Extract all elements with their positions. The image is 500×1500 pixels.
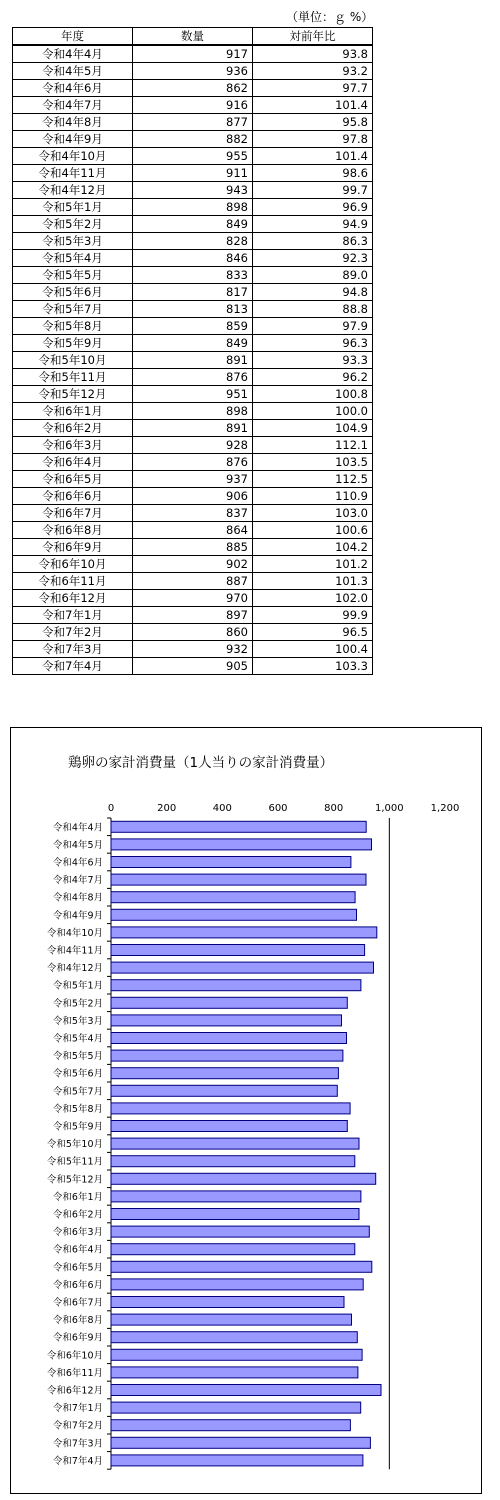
row-period: 令和6年10月 (13, 556, 133, 573)
row-quantity: 891 (133, 420, 253, 437)
row-period: 令和4年6月 (13, 80, 133, 97)
bar (111, 1068, 338, 1079)
category-label: 令和6年9月 (52, 1332, 103, 1344)
row-quantity: 897 (133, 607, 253, 624)
row-period: 令和6年3月 (13, 437, 133, 454)
row-period: 令和5年3月 (13, 233, 133, 250)
row-yoy: 101.3 (253, 573, 373, 590)
bar (111, 1437, 370, 1448)
row-quantity: 932 (133, 641, 253, 658)
row-yoy: 112.1 (253, 437, 373, 454)
row-quantity: 898 (133, 199, 253, 216)
bar (111, 1033, 347, 1044)
row-period: 令和4年12月 (13, 182, 133, 199)
bar (111, 1385, 381, 1396)
row-yoy: 100.0 (253, 403, 373, 420)
category-label: 令和6年12月 (46, 1385, 103, 1397)
row-yoy: 96.3 (253, 335, 373, 352)
row-yoy: 103.5 (253, 454, 373, 471)
row-yoy: 100.8 (253, 386, 373, 403)
row-quantity: 928 (133, 437, 253, 454)
row-period: 令和7年3月 (13, 641, 133, 658)
row-quantity: 917 (133, 45, 253, 63)
bar (111, 1103, 350, 1114)
bar (111, 839, 372, 850)
row-quantity: 902 (133, 556, 253, 573)
bar (111, 1420, 350, 1431)
row-yoy: 100.6 (253, 522, 373, 539)
bar (111, 1402, 361, 1413)
row-yoy: 99.9 (253, 607, 373, 624)
x-tick-label: 600 (268, 803, 288, 814)
row-period: 令和6年2月 (13, 420, 133, 437)
row-quantity: 859 (133, 318, 253, 335)
row-period: 令和7年1月 (13, 607, 133, 624)
row-quantity: 943 (133, 182, 253, 199)
bar (111, 1455, 363, 1466)
bar (111, 821, 366, 832)
bar (111, 1191, 361, 1202)
category-label: 令和4年12月 (46, 963, 103, 975)
row-period: 令和5年10月 (13, 352, 133, 369)
bar (111, 874, 366, 885)
row-period: 令和4年8月 (13, 114, 133, 131)
bar (111, 1367, 358, 1378)
row-quantity: 887 (133, 573, 253, 590)
category-label: 令和5年7月 (52, 1086, 103, 1098)
row-quantity: 846 (133, 250, 253, 267)
row-yoy: 89.0 (253, 267, 373, 284)
bar (111, 1349, 362, 1360)
row-quantity: 817 (133, 284, 253, 301)
row-period: 令和5年8月 (13, 318, 133, 335)
row-quantity: 813 (133, 301, 253, 318)
row-quantity: 862 (133, 80, 253, 97)
row-quantity: 882 (133, 131, 253, 148)
row-quantity: 876 (133, 454, 253, 471)
category-label: 令和4年9月 (52, 910, 103, 922)
category-label: 令和7年1月 (52, 1403, 103, 1415)
header-quantity: 数量 (133, 28, 253, 46)
row-yoy: 101.4 (253, 148, 373, 165)
row-quantity: 837 (133, 505, 253, 522)
row-quantity: 828 (133, 233, 253, 250)
bar (111, 1138, 359, 1149)
row-period: 令和4年10月 (13, 148, 133, 165)
category-label: 令和5年3月 (52, 1015, 103, 1027)
row-quantity: 876 (133, 369, 253, 386)
bar (111, 909, 357, 920)
chart-title: 鶏卵の家計消費量（1人当りの家計消費量） (68, 755, 334, 771)
category-label: 令和6年10月 (46, 1350, 103, 1362)
row-quantity: 916 (133, 97, 253, 114)
row-period: 令和6年4月 (13, 454, 133, 471)
bar (111, 1156, 355, 1167)
row-quantity: 877 (133, 114, 253, 131)
category-label: 令和6年4月 (52, 1244, 103, 1256)
row-period: 令和6年8月 (13, 522, 133, 539)
row-yoy: 93.8 (253, 45, 373, 63)
row-yoy: 96.9 (253, 199, 373, 216)
category-label: 令和5年8月 (52, 1103, 103, 1115)
row-yoy: 102.0 (253, 590, 373, 607)
row-quantity: 898 (133, 403, 253, 420)
x-tick-label: 0 (107, 803, 115, 814)
bar (111, 1085, 337, 1096)
row-yoy: 88.8 (253, 301, 373, 318)
row-quantity: 951 (133, 386, 253, 403)
category-label: 令和7年3月 (52, 1438, 103, 1450)
bar (111, 1226, 369, 1237)
row-period: 令和5年5月 (13, 267, 133, 284)
category-label: 令和4年7月 (52, 875, 103, 887)
bar (111, 857, 351, 868)
category-label: 令和6年5月 (52, 1262, 103, 1274)
row-period: 令和5年4月 (13, 250, 133, 267)
bar (111, 1173, 376, 1184)
row-quantity: 911 (133, 165, 253, 182)
x-tick-label: 400 (212, 803, 232, 814)
row-period: 令和6年1月 (13, 403, 133, 420)
row-yoy: 94.8 (253, 284, 373, 301)
row-yoy: 93.2 (253, 63, 373, 80)
bar (111, 1121, 347, 1132)
category-label: 令和6年8月 (52, 1315, 103, 1327)
row-period: 令和6年11月 (13, 573, 133, 590)
row-period: 令和5年6月 (13, 284, 133, 301)
row-period: 令和4年4月 (13, 45, 133, 63)
row-yoy: 95.8 (253, 114, 373, 131)
row-period: 令和6年7月 (13, 505, 133, 522)
bar (111, 1015, 342, 1026)
row-quantity: 936 (133, 63, 253, 80)
row-period: 令和5年9月 (13, 335, 133, 352)
header-yoy: 対前年比 (253, 28, 373, 46)
bar (111, 1244, 355, 1255)
x-tick-label: 800 (324, 803, 344, 814)
row-quantity: 970 (133, 590, 253, 607)
bar (111, 1261, 372, 1272)
row-quantity: 906 (133, 488, 253, 505)
category-label: 令和6年11月 (46, 1367, 103, 1379)
row-quantity: 891 (133, 352, 253, 369)
category-label: 令和7年4月 (52, 1455, 103, 1467)
bar (111, 1279, 363, 1290)
row-yoy: 86.3 (253, 233, 373, 250)
category-label: 令和4年11月 (46, 945, 103, 957)
x-tick-label: 1,000 (375, 803, 404, 814)
bar (111, 980, 361, 991)
row-quantity: 885 (133, 539, 253, 556)
category-label: 令和6年7月 (52, 1297, 103, 1309)
category-label: 令和5年4月 (52, 1033, 103, 1045)
row-quantity: 864 (133, 522, 253, 539)
row-period: 令和6年5月 (13, 471, 133, 488)
bar (111, 997, 347, 1008)
category-label: 令和4年10月 (46, 927, 103, 939)
row-period: 令和4年5月 (13, 63, 133, 80)
category-label: 令和5年2月 (52, 998, 103, 1010)
category-label: 令和6年1月 (52, 1191, 103, 1203)
row-period: 令和6年12月 (13, 590, 133, 607)
row-yoy: 97.9 (253, 318, 373, 335)
row-quantity: 849 (133, 216, 253, 233)
row-quantity: 955 (133, 148, 253, 165)
bar (111, 1297, 344, 1308)
row-yoy: 92.3 (253, 250, 373, 267)
unit-label: （単位：ｇ %） (286, 10, 374, 24)
row-yoy: 99.7 (253, 182, 373, 199)
row-yoy: 101.4 (253, 97, 373, 114)
category-label: 令和5年11月 (46, 1156, 103, 1168)
row-period: 令和6年9月 (13, 539, 133, 556)
bar (111, 1314, 352, 1325)
category-label: 令和4年5月 (52, 839, 103, 851)
category-label: 令和5年1月 (52, 980, 103, 992)
bar (111, 1050, 343, 1061)
category-label: 令和5年9月 (52, 1121, 103, 1133)
row-yoy: 100.4 (253, 641, 373, 658)
row-yoy: 97.7 (253, 80, 373, 97)
bar (111, 1332, 357, 1343)
row-period: 令和4年9月 (13, 131, 133, 148)
category-label: 令和5年10月 (46, 1139, 103, 1151)
row-yoy: 101.2 (253, 556, 373, 573)
category-label: 令和6年3月 (52, 1227, 103, 1239)
row-period: 令和5年11月 (13, 369, 133, 386)
row-period: 令和4年11月 (13, 165, 133, 182)
row-yoy: 103.0 (253, 505, 373, 522)
header-period: 年度 (13, 28, 133, 46)
row-yoy: 96.2 (253, 369, 373, 386)
row-yoy: 110.9 (253, 488, 373, 505)
row-yoy: 96.5 (253, 624, 373, 641)
row-yoy: 112.5 (253, 471, 373, 488)
row-period: 令和5年1月 (13, 199, 133, 216)
bar (111, 945, 365, 956)
row-period: 令和5年7月 (13, 301, 133, 318)
row-yoy: 98.6 (253, 165, 373, 182)
row-quantity: 849 (133, 335, 253, 352)
category-label: 令和5年5月 (52, 1051, 103, 1063)
category-label: 令和6年6月 (52, 1279, 103, 1291)
row-quantity: 905 (133, 658, 253, 675)
row-yoy: 94.9 (253, 216, 373, 233)
row-yoy: 103.3 (253, 658, 373, 675)
row-quantity: 833 (133, 267, 253, 284)
row-quantity: 937 (133, 471, 253, 488)
category-label: 令和4年8月 (52, 892, 103, 904)
row-period: 令和5年12月 (13, 386, 133, 403)
row-yoy: 93.3 (253, 352, 373, 369)
row-yoy: 104.9 (253, 420, 373, 437)
row-quantity: 860 (133, 624, 253, 641)
category-label: 令和7年2月 (52, 1420, 103, 1432)
row-yoy: 104.2 (253, 539, 373, 556)
bar (111, 927, 377, 938)
x-tick-label: 1,200 (430, 803, 460, 814)
category-label: 令和4年4月 (52, 822, 103, 834)
category-label: 令和6年2月 (52, 1209, 103, 1221)
x-tick-label: 200 (157, 803, 177, 814)
row-period: 令和7年4月 (13, 658, 133, 675)
row-yoy: 97.8 (253, 131, 373, 148)
row-period: 令和5年2月 (13, 216, 133, 233)
row-period: 令和6年6月 (13, 488, 133, 505)
row-period: 令和4年7月 (13, 97, 133, 114)
category-label: 令和5年12月 (46, 1174, 103, 1186)
bar (111, 962, 374, 973)
category-label: 令和4年6月 (52, 857, 103, 869)
row-period: 令和7年2月 (13, 624, 133, 641)
category-label: 令和5年6月 (52, 1068, 103, 1080)
bar (111, 892, 355, 903)
bar (111, 1209, 359, 1220)
